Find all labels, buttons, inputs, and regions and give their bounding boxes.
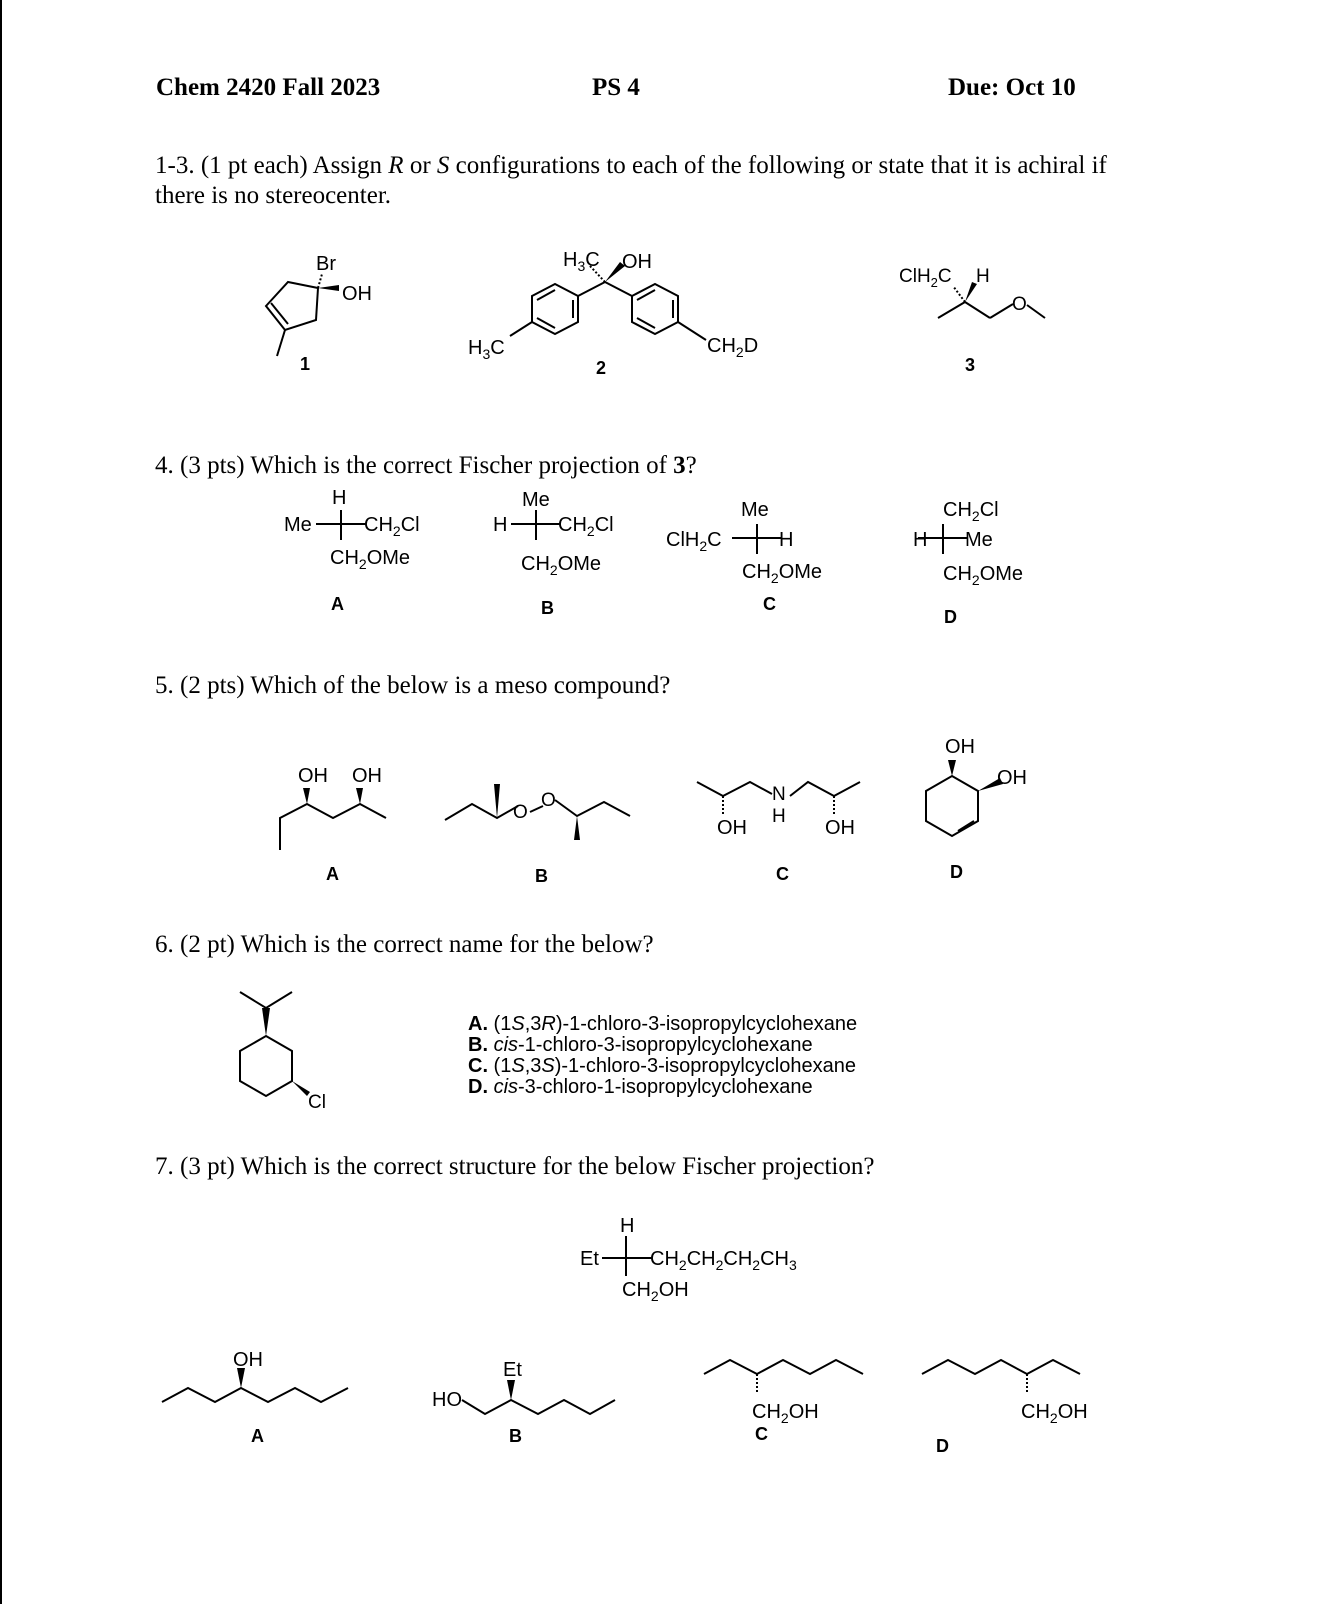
question-1-3-prompt: 1-3. (1 pt each) Assign R or S configurations to each of the following or state that it is achiral if	[155, 152, 1107, 179]
svg-text:CH2OMe: $CH_2OMe$	[330, 547, 411, 572]
svg-text:Me: Me	[741, 499, 769, 521]
svg-text:CH2Cl: $CH_2Cl$	[558, 514, 614, 539]
svg-text:OH: OH	[352, 765, 382, 787]
fischer-options	[0, 480, 1334, 640]
svg-text:OH: OH	[945, 736, 975, 758]
svg-text:O: O	[541, 790, 556, 811]
cyclohexane-structure	[220, 980, 380, 1130]
svg-text:CH2CH2CH2CH3: $CH_2CH_2CH_2CH_3$	[650, 1248, 797, 1273]
svg-text:OH: OH	[298, 765, 328, 787]
svg-text:O: O	[1012, 294, 1027, 315]
svg-text:ClH2C: ClH$_2$C	[666, 529, 722, 554]
svg-text:OH: OH	[622, 251, 652, 273]
fischer-label-c: C	[763, 594, 776, 614]
svg-text:H3C: $H_3C$	[468, 337, 505, 362]
svg-text:Et: Et	[503, 1359, 522, 1381]
name-option-b[interactable]: B. cis-1-chloro-3-isopropylcyclohexane	[468, 1034, 813, 1056]
name-option-d[interactable]: D. cis-3-chloro-1-isopropylcyclohexane	[468, 1076, 813, 1098]
svg-text:H: H	[332, 487, 347, 509]
svg-text:CH2D: $CH_2D$	[707, 335, 759, 360]
header-problem-set: PS 4	[592, 74, 640, 101]
svg-text:CH2OH: $CH_2OH$	[1021, 1401, 1088, 1426]
svg-text:OH: OH	[233, 1350, 263, 1371]
svg-text:H: H	[493, 514, 508, 536]
meso-label-a: A	[326, 864, 339, 884]
svg-text:CH2Cl: $CH_2Cl$	[943, 499, 999, 524]
svg-text:Me: Me	[284, 514, 312, 536]
svg-text:CH2OMe: $CH_2OMe$	[742, 561, 823, 586]
svg-text:CH2OMe: $CH_2OMe$	[521, 553, 602, 578]
question-1-3-prompt-line2: there is no stereocenter.	[155, 182, 392, 209]
svg-text:H: H	[620, 1215, 635, 1237]
svg-text:O: O	[513, 802, 528, 823]
question-6-options	[468, 1014, 857, 1098]
structure-label-b: B	[509, 1426, 522, 1446]
svg-text:ClH2C: ClH$_2$C	[899, 266, 952, 290]
compound-1-label: 1	[300, 354, 311, 374]
svg-text:Et: Et	[580, 1248, 599, 1270]
svg-text:H3C: $H_3C$	[563, 249, 600, 274]
svg-text:Me: Me	[522, 489, 550, 511]
svg-text:OH: OH	[997, 767, 1027, 789]
name-option-c[interactable]: C. (1S,3S)-1-chloro-3-isopropylcyclohexane	[468, 1055, 856, 1077]
q7-fischer-projection	[560, 1200, 880, 1310]
meso-label-c: C	[776, 864, 789, 884]
name-option-a[interactable]: A. (1S,3R)-1-chloro-3-isopropylcyclohexane	[468, 1013, 858, 1035]
meso-label-d: D	[950, 862, 963, 882]
q7-structure-options	[0, 1350, 1334, 1490]
question-5-prompt: 5. (2 pts) Which of the below is a meso compound?	[155, 672, 671, 699]
compound-2-label: 2	[596, 358, 607, 378]
question-4-prompt: 4. (3 pts) Which is the correct Fischer projection of 3?	[155, 452, 697, 479]
svg-text:CH2OMe: $CH_2OMe$	[943, 563, 1024, 588]
svg-text:CH2OH: $CH_2OH$	[752, 1401, 819, 1426]
structure-label-a: A	[251, 1426, 264, 1446]
structure-label-d: D	[936, 1436, 949, 1456]
question-6-prompt: 6. (2 pt) Which is the correct name for the below?	[155, 931, 654, 958]
svg-text:OH: OH	[825, 817, 855, 839]
svg-text:OH: OH	[717, 817, 747, 839]
header-course: Chem 2420 Fall 2023	[156, 74, 381, 101]
meso-label-b: B	[535, 866, 548, 886]
svg-text:OH: OH	[342, 283, 372, 305]
svg-text:CH2Cl: $CH_2Cl$	[364, 514, 420, 539]
structures-1-3	[0, 0, 1334, 400]
svg-text:H: H	[772, 806, 786, 827]
svg-text:HO: HO	[432, 1389, 462, 1411]
fischer-label-a: A	[331, 594, 344, 614]
svg-text:CH2OH: $CH_2OH$	[622, 1279, 689, 1304]
question-7-prompt: 7. (3 pt) Which is the correct structure for the below Fischer projection?	[155, 1153, 875, 1180]
svg-text:H: H	[976, 266, 990, 287]
header-due-date: Due: Oct 10	[948, 74, 1076, 101]
compound-3-label: 3	[965, 355, 976, 375]
svg-text:N: N	[772, 784, 786, 805]
svg-text:Br: Br	[316, 253, 336, 275]
structure-label-c: C	[755, 1424, 768, 1444]
svg-text:Me: Me	[965, 529, 993, 551]
fischer-label-b: B	[541, 598, 554, 618]
meso-options	[0, 720, 1334, 900]
svg-text:H: H	[779, 529, 794, 551]
svg-text:Cl: Cl	[308, 1092, 326, 1113]
svg-text:H: H	[913, 529, 928, 551]
fischer-label-d: D	[944, 607, 957, 627]
